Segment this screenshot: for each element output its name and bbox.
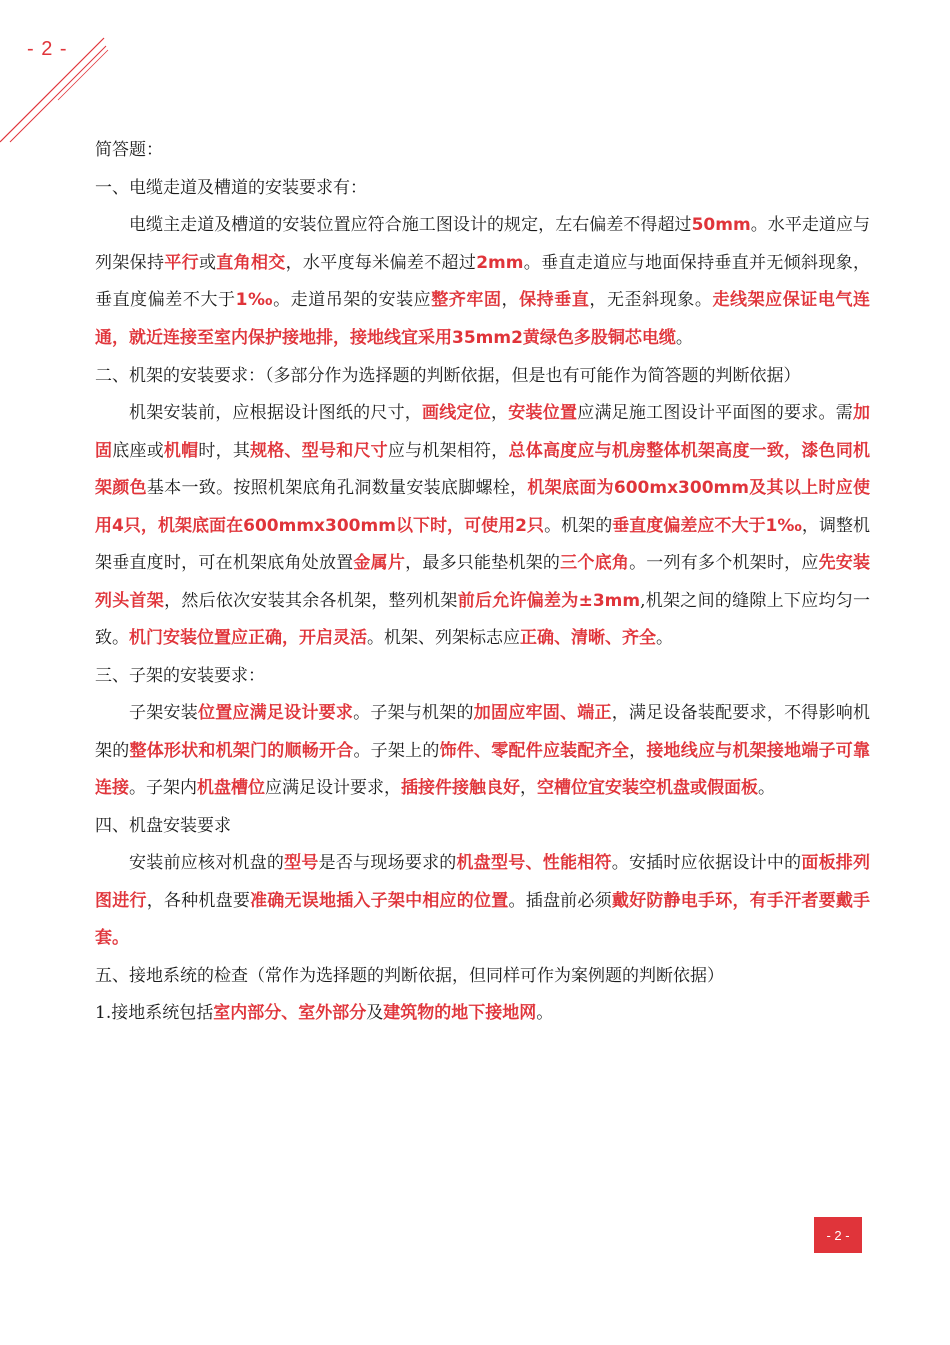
text-run: ， [629,740,647,761]
text-run: 。子架上的 [353,740,440,761]
text-run: 。子架内 [129,778,197,798]
body-paragraph [95,845,870,958]
text-run: 。 [675,327,693,348]
text-run: 时，其 [198,440,251,461]
highlighted-text: 整体形状和机架门的顺畅开合 [129,740,354,761]
highlighted-text: 三个底角 [560,553,630,573]
highlighted-text: 空槽位宜安装空机盘或假面板 [537,778,758,798]
highlighted-text: 加固应牢固、端正 [473,703,612,723]
text-run: 。机架、列架标志应 [367,628,520,648]
highlighted-text: 安装位置 [508,403,578,423]
highlighted-text: 1‰ [235,290,274,310]
highlighted-text: 正确、清晰、齐全 [520,628,656,648]
text-run: 。机架的 [544,515,613,536]
highlighted-text: 平行 [164,252,199,273]
highlighted-text: 戴好防静电手环，有手汗者要戴手套。 [95,890,871,948]
text-run: 安装前应核对机盘的 [129,853,285,873]
highlighted-text: 整齐牢固 [431,290,502,310]
highlighted-text: 前后允许偏差为±3mm [457,590,641,611]
text-run: 是否与现场要求的 [318,853,457,873]
text-run: ，最多只能垫机架的 [405,553,561,573]
text-run: 底座或 [112,440,164,461]
text-run: 基本一致。按照机架底角孔洞数量安装底脚螺栓， [146,478,528,498]
text-run: 。安插时应依据设计中的 [611,853,802,873]
highlighted-text: 机架底面为600mx300mm及其以上时应使用4只，机架底面在600mmx300mm以下时，可使用2只 [95,478,871,536]
text-run: ， [520,778,537,798]
section-heading [95,995,870,1033]
highlighted-text: 走线架应保证电气连通，就近连接至室内保护接地排，接地线宜采用35mm2黄绿色多股铜芯电缆 [95,290,871,348]
text-run: 应与机架相符， [387,440,509,461]
text-run: 。 [536,1003,554,1023]
text-run: ， [501,290,520,310]
highlighted-text: 画线定位 [422,403,491,423]
text-run: 。 [656,628,673,648]
text-run: 二、机架的安装要求：（多部分作为选择题的判断依据，但是也有可能作为简答题的判断依据） [95,366,801,386]
highlighted-text: 准确无误地插入子架中相应的位置 [250,890,509,911]
text-run: ，满足设备装配要求，不得影响机架的 [95,703,871,761]
text-run: ， [491,403,509,423]
section-heading [95,132,870,170]
highlighted-text: 机门安装位置应正确，开启灵活 [129,628,367,648]
text-run: 五、接地系统的检查（常作为选择题的判断依据，但同样可作为案例题的判断依据） [95,965,724,986]
highlighted-text: 加固 [95,403,871,461]
text-run: 。子架与机架的 [353,703,474,723]
text-run: 1.接地系统包括 [95,1003,214,1023]
text-run: 。 [758,778,775,798]
text-run: ，调整机架垂直度时，可在机架底角处放置 [95,515,871,573]
highlighted-text: 饰件、零配件应装配齐全 [439,740,630,761]
text-run: 四、机盘安装要求 [95,815,231,836]
highlighted-text: 先安装列头首架 [95,553,871,611]
highlighted-text: 型号 [284,853,319,873]
highlighted-text: 机帽 [163,440,199,461]
text-run: 或 [198,252,217,273]
body-paragraph [95,695,870,808]
text-run: 应满足施工图设计平面图的要求。需 [577,403,854,423]
text-run: ，然后依次安装其余各机架，整列机架 [164,590,458,611]
highlighted-text: 面板排列图进行 [95,853,871,911]
highlighted-text: 50mm [691,215,751,235]
text-run: 应满足设计要求， [265,778,401,798]
footer-page-number [814,1217,862,1253]
corner-decoration [0,0,120,150]
highlighted-text: 总体高度应与机房整体机架高度一致，漆色同机架颜色 [95,440,871,498]
body-paragraph [95,395,870,658]
text-run: 。垂直走道应与地面保持垂直并无倾斜现象，垂直度偏差不大于 [95,252,871,310]
header-page-number: - 2 - [27,38,68,60]
section-heading [95,170,870,208]
highlighted-text: 室内部分、室外部分 [213,1003,367,1023]
highlighted-text: 金属片 [353,553,406,573]
highlighted-text: 直角相交 [216,252,286,273]
section-heading [95,363,870,389]
text-run: 机架安装前，应根据设计图纸的尺寸， [129,403,423,423]
text-run: 。走道吊架的安装应 [273,290,432,310]
highlighted-text: 垂直度偏差应不大于1‰ [612,515,802,536]
highlighted-text: 2mm [476,252,524,273]
text-run: 电缆主走道及槽道的安装位置应符合施工图设计的规定，左右偏差不得超过 [129,215,692,235]
footer-page-number-label: - 2 - [826,1227,850,1243]
text-run: 。水平走道应与列架保持 [95,215,871,273]
text-run: 。插盘前必须 [508,890,612,911]
highlighted-text: 保持垂直 [519,290,590,310]
section-heading [95,958,870,996]
text-run: 子架安装 [129,703,198,723]
text-run: ，无歪斜现象。 [589,290,713,310]
text-run: ,机架之间的缝隙上下应均匀一致。 [95,590,871,648]
text-run: 三、子架的安装要求： [95,665,265,686]
text-run: 简答题： [95,140,163,160]
highlighted-text: 位置应满足设计要求 [197,703,354,723]
highlighted-text: 接地线应与机架接地端子可靠连接 [95,740,871,798]
text-run: ，水平度每米偏差不超过 [285,252,477,273]
section-heading [95,808,870,846]
highlighted-text: 插接件接触良好 [401,778,520,798]
highlighted-text: 建筑物的地下接地网 [383,1003,537,1023]
text-run: 及 [366,1003,384,1023]
text-run: 一、电缆走道及槽道的安装要求有： [95,177,367,198]
document-body [95,132,870,1033]
highlighted-text: 机盘型号、性能相符 [456,853,612,873]
text-run: 。一列有多个机架时，应 [629,553,819,573]
section-heading [95,658,870,696]
text-run: ，各种机盘要 [146,890,251,911]
highlighted-text: 规格、型号和尺寸 [250,440,388,461]
body-paragraph [95,207,870,357]
highlighted-text: 机盘槽位 [197,778,265,798]
